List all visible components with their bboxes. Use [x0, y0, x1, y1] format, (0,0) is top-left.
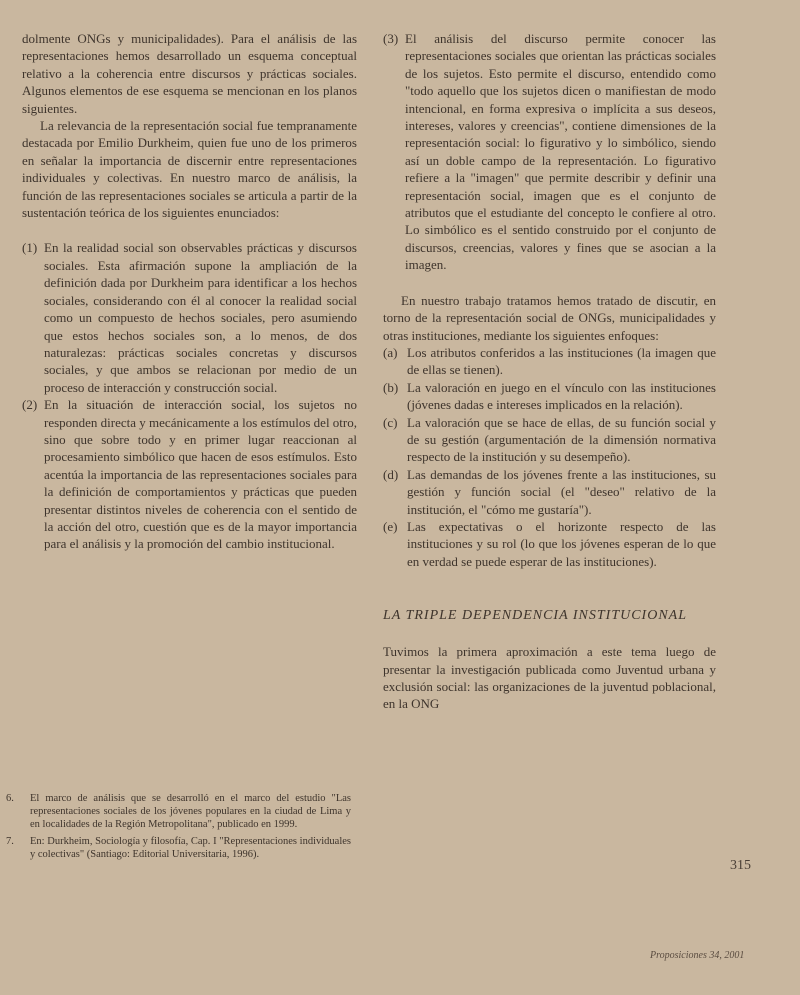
spacer: [383, 274, 716, 292]
spacer: [383, 588, 716, 606]
list-item-label: (1): [22, 240, 38, 256]
sub-list-item-label: (c): [383, 414, 398, 430]
running-footer: Proposiciones 34, 2001: [650, 950, 745, 961]
page-number: 315: [730, 858, 751, 873]
spacer: [22, 221, 357, 239]
footnote: [6, 835, 351, 861]
list-item: [383, 30, 716, 274]
footnote-number: 7.: [6, 835, 14, 847]
sub-list-item-label: (a): [383, 344, 398, 360]
list-item: [22, 239, 357, 396]
sub-list-item: [383, 518, 716, 570]
list-item-label: (3): [383, 31, 399, 46]
list-item: [22, 396, 357, 553]
footnote-text: El marco de análisis que se desarrolló en el marco del estudio "Las representaciones sociales de los jóvenes populares en la ciudad de Lima y en localidades de la Región Metropolitana", publicado en 1999.: [30, 793, 351, 831]
left-column: [22, 30, 357, 553]
list-item-text: En la realidad social son observables prácticas y discursos sociales. Esta afirmación supone la ampliación de la definición dada por Durkheim para identificar a los hechos sociales, considerando con él al conocer la realidad social como un compuesto de hechos sociales, pero asumiendo que estos hechos sociales son, a lo menos, de dos naturalezas: prácticas sociales concretas y discursos sociales, y que ambos se relacionan por medio de un proceso de interacción y construcción social.: [44, 240, 357, 395]
sub-list-item-label: (d): [383, 466, 399, 482]
right-column: [383, 30, 716, 713]
durkheim-paragraph: La relevancia de la representación social fue tempranamente destacada por Emilio Durkheim, quien fue uno de los primeros en señalar la importancia de discernir entre representaciones individuales y colectivas. En nuestro marco de análisis, la función de las representaciones sociales se articula a partir de la sustentación teórica de los siguientes enunciados:: [22, 118, 357, 221]
sub-list-item: [383, 414, 716, 466]
sub-list-item-text: La valoración que se hace de ellas, de su función social y de su gestión (argumentación de la dimensión normativa respecto de la institución y su desempeño).: [407, 414, 716, 465]
opening-paragraph: dolmente ONGs y municipalidades). Para el análisis de las representaciones hemos desarrollado un esquema conceptual relativo a la coherencia entre discursos y prácticas sociales. Algunos elementos de ese esquema se mencionan en los planos siguientes.: [22, 31, 357, 116]
sub-list-item-text: Las expectativas o el horizonte respecto de las instituciones y su rol (lo que los jóvenes esperan de lo que en verdad se puede esperar de las instituciones).: [407, 518, 716, 569]
footnote: [6, 792, 351, 832]
closing-paragraph: Tuvimos la primera aproximación a este tema luego de presentar la investigación publicada como Juventud urbana y exclusión social: las organizaciones de la juventud poblacional, en la ONG: [383, 644, 716, 712]
sub-list-item-label: (e): [383, 518, 398, 534]
section-heading: LA TRIPLE DEPENDENCIA INSTITUCIONAL: [383, 608, 688, 624]
sub-list-item: [383, 466, 716, 518]
footnotes: [6, 792, 351, 864]
sub-list-item: [383, 344, 716, 379]
spacer: [383, 570, 716, 588]
sub-list-item: [383, 379, 716, 414]
list-item-label: (2): [22, 397, 38, 413]
spacer: [383, 625, 716, 643]
sub-list-item-text: Las demandas de los jóvenes frente a las instituciones, su gestión y función social (el "deseo" relativo de la institución, el "cómo me gustaría").: [407, 466, 716, 517]
list-item-text: En la situación de interacción social, los sujetos no responden directa y mecánicamente a los estímulos del otro, sino que sobre todo y en primer lugar reaccionan al procesamiento simbólico que hacen de esos estímulos. Esto acentúa la importancia de las representaciones sociales para la definición de comportamientos y prácticas que pueden presentar distintos niveles de coherencia con el sentido de la acción del otro, cuestión que es de la mayor importancia para el análisis y la promoción del cambio institucional.: [44, 397, 357, 552]
sub-list-item-text: Los atributos conferidos a las instituciones (la imagen que de ellas se tienen).: [407, 344, 716, 378]
footnote-number: 6.: [6, 793, 14, 804]
list-item-text: El análisis del discurso permite conocer las representaciones sociales que orientan las prácticas sociales de los sujetos. Esto permite el discurso, entendido como "todo aquello que los sujetos dicen o manifiestan de modo intencional, en forma expresiva o implícita a sus deseos, intereses, valores y creencias", contiene dimensiones de la representación social: lo figurativo y lo simbólico, siendo así un doble campo de la representación. Lo figurativo refiere a la "imagen" que permite describir y definir una representación social, imagen que es el conjunto de atributos que el estudiante del concepto le confiere al otro. Lo simbólico es el sentido construido por el conjunto de discursos, creencias, valores y fines que se asocian a la imagen.: [405, 31, 716, 273]
sub-list-item-label: (b): [383, 379, 399, 395]
footnote-text: En: Durkheim, Sociología y filosofía, Cap. I "Representaciones individuales y colectivas" (Santiago: Editorial Universitaria, 1996).: [30, 835, 351, 860]
study-paragraph: En nuestro trabajo tratamos hemos tratado de discutir, en torno de la representación social de ONGs, municipalidades y otras instituciones, mediante los siguientes enfoques:: [383, 292, 716, 343]
sub-list-item-text: La valoración en juego en el vínculo con las instituciones (jóvenes dadas e intereses implicados en la relación).: [407, 379, 716, 413]
